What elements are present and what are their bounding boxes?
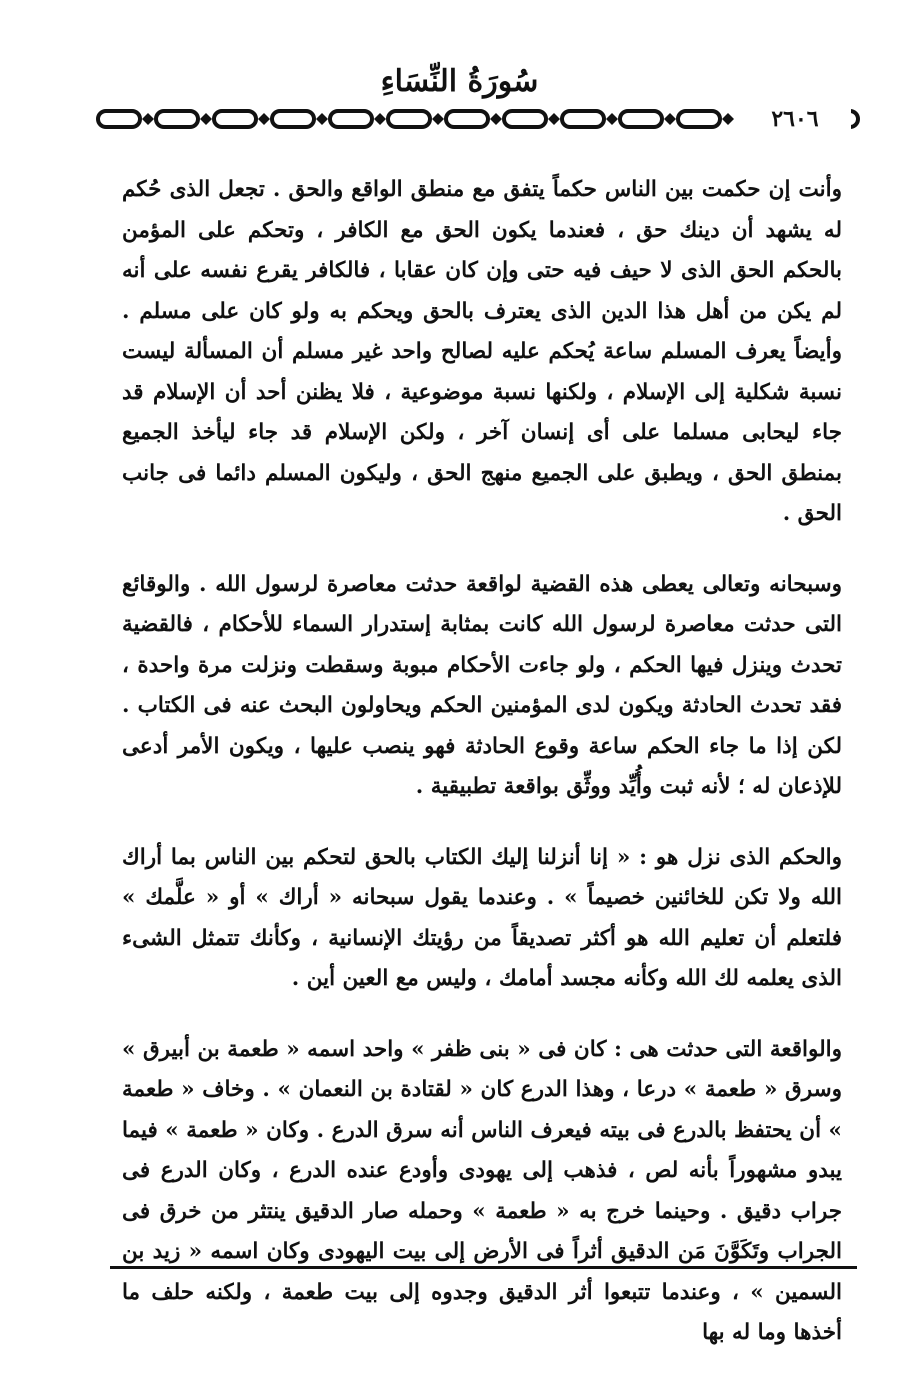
page-number: ٢٦٠٦ xyxy=(739,104,851,134)
paragraph-3: والحكم الذى نزل هو : « إنا أنزلنا إليك الكتاب بالحق لتحكم بين الناس بما أراك الله ولا تكن للخائنين خصيماً » . وعندما يقول سبحانه « أراك » أو « علَّمك » فلتعلم أن تعليم الله هو أكثر تصديقاً من رؤيتك الإنسانية ، وكأنك تتمثل الشىء الذى يعلمه لك الله وكأنه مجسد أمامك ، وليس مع العين أين . xyxy=(122,844,842,991)
paragraph-1: وأنت إن حكمت بين الناس حكماً يتفق مع منطق الواقع والحق . تجعل الذى حُكم له يشهد أن دينك حق ، فعندما يكون الحق مع الكافر ، وتحكم على المؤمن بالحكم الحق الذى لا حيف فيه حتى وإن كان عقابا ، فالكافر يقرع نفسه على أنه لم يكن من أهل هذا الدين الذى يعترف بالحق ويحكم به ولو كان على مسلم . وأيضاً يعرف المسلم ساعة يُحكم عليه لصالح واحد غير مسلم أن المسألة ليست نسبة شكلية إلى الإسلام ، ولكنها نسبة موضوعية ، فلا يظنن أحد أن الإسلام قد جاء ليحابى مسلما على أى إنسان آخر ، ولكن الإسلام قد جاء ليأخذ الجميع بمنطق الحق ، ويطبق على الجميع منهج الحق ، وليكون المسلم دائما فى جانب الحق . xyxy=(122,177,842,526)
surah-title: سُورَةُ النِّسَاءِ xyxy=(380,64,539,99)
body-text xyxy=(122,170,842,1384)
paragraph-2: وسبحانه وتعالى يعطى هذه القضية لواقعة حدثت معاصرة لرسول الله . والوقائع التى حدثت معاصرة لرسول الله كانت بمثابة إستدرار السماء للأحكام ، فالقضية تحدث وينزل فيها الحكم ، ولو جاءت الأحكام مبوبة وسقطت ونزلت مرة واحدة ، فقد تحدث الحادثة ويكون لدى المؤمنين الحكم ويحاولون البحث عنه فى الكتاب . لكن إذا ما جاء الحكم ساعة وقوع الحادثة فهو ينصب عليها ، ويكون الأمر أدعى للإذعان له ؛ لأنه ثبت وأُيِّد ووثِّق بواقعة تطبيقية . xyxy=(122,571,842,799)
footer-rule xyxy=(110,1266,857,1269)
paragraph-4: والواقعة التى حدثت هى : كان فى « بنى ظفر » واحد اسمه « طعمة بن أبيرق » وسرق « طعمة » درعا ، وهذا الدرع كان « لقتادة بن النعمان » . وخاف « طعمة » أن يحتفظ بالدرع فى بيته فيعرف الناس أنه سرق الدرع . وكان « طعمة » فيما يبدو مشهوراً بأنه لص ، فذهب إلى يهودى وأودع عنده الدرع ، وكان الدرع فى جراب دقيق . وحينما خرج به « طعمة » وحمله صار الدقيق ينتثر من خرق فى الجراب وتَكَوَّنَ مَن الدقيق أثراً فى الأرض إلى بيت اليهودى وكان اسمه « زيد بن السمين » ، وعندما تتبعوا أثر الدقيق وجدوه إلى بيت طعمة ، ولكنه حلف ما أخذها وما له بها xyxy=(122,1036,842,1345)
